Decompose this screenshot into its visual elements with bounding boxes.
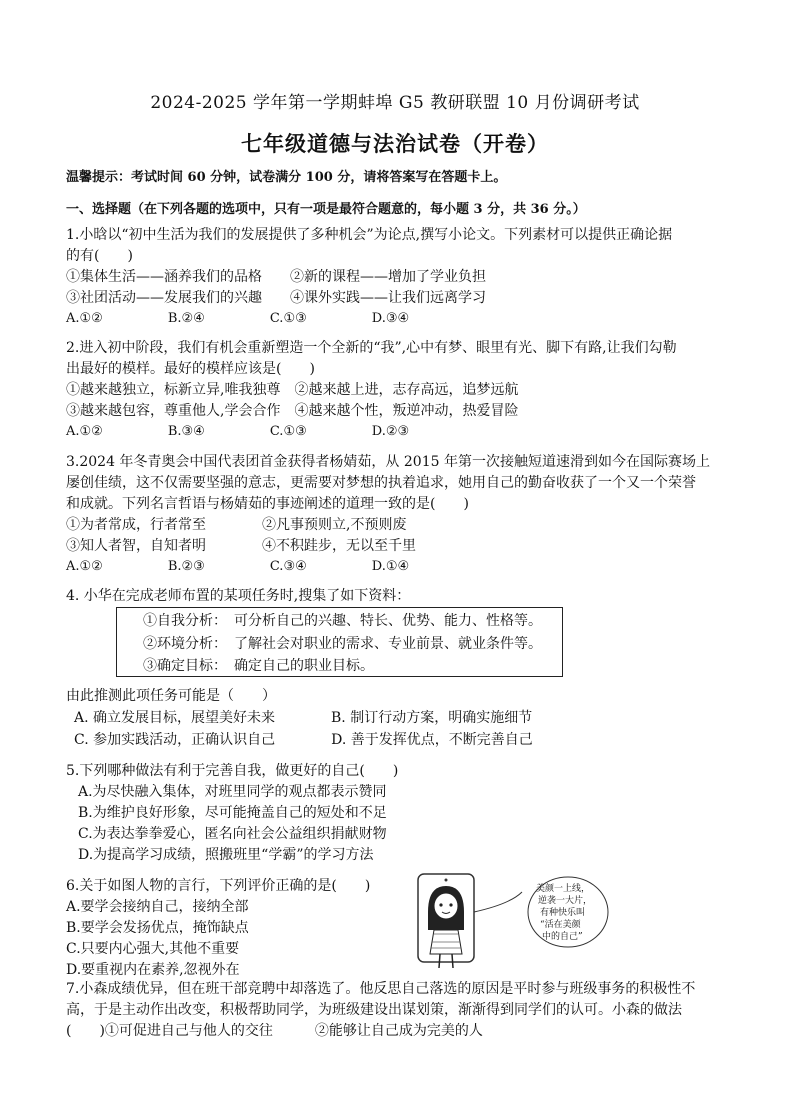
q4-options-ab: A. 确立发展目标，展望美好未来 B. 制订行动方案，明确实施细节	[74, 710, 533, 726]
q6-stem: 6.关于如图人物的言行，下列评价正确的是( )	[66, 878, 371, 894]
q5-option-b: B.为维护良好形象，尽可能掩盖自己的短处和不足	[78, 805, 387, 821]
exam-title: 2024-2025 学年第一学期蚌埠 G5 教研联盟 10 月份调研考试	[150, 93, 640, 113]
q4-material-1: ①自我分析： 可分析自己的兴趣、特长、优势、能力、性格等。	[143, 613, 542, 629]
q4-material-2: ②环境分析： 了解社会对职业的需求、专业前景、就业条件等。	[143, 636, 542, 652]
q1-options-1: ①集体生活——涵养我们的品格 ②新的课程——增加了学业负担	[66, 269, 486, 285]
q5-option-c: C.为表达拳拳爱心，匿名向社会公益组织捐献财物	[78, 826, 387, 842]
bubble-line-3: 有种快乐叫	[540, 908, 586, 918]
bubble-line-4: “活在美颜	[540, 920, 581, 930]
q2-options-2: ③越来越包容，尊重他人,学会合作 ④越来越个性，叛逆冲动，热爱冒险	[66, 403, 519, 419]
q6-option-c: C.只要内心强大,其他不重要	[66, 941, 240, 957]
q5-option-d: D.为提高学习成绩，照搬班里“学霸”的学习方法	[78, 847, 374, 863]
q1-stem-line2: 的有( )	[66, 248, 133, 264]
q5-option-a: A.为尽快融入集体，对班里同学的观点都表示赞同	[78, 784, 387, 800]
q1-options-2: ③社团活动——发展我们的兴趣 ④课外实践——让我们远离学习	[66, 290, 486, 306]
q2-choices: A.①② B.③④ C.①③ D.②③	[66, 424, 410, 439]
q7-stem-line1: 7.小森成绩优异，但在班干部竞聘中却落选了。他反思自己落选的原因是平时参与班级事务的积极性不	[66, 981, 696, 997]
q3-stem-line1: 3.2024 年冬青奥会中国代表团首金获得者杨婧茹，从 2015 年第一次接触短道速滑到如今在国际赛场上	[66, 454, 710, 470]
q6-option-b: B.要学会发扬优点，掩饰缺点	[66, 920, 249, 936]
q4-options-cd: C. 参加实践活动，正确认识自己 D. 善于发挥优点，不断完善自己	[74, 732, 533, 748]
q1-stem-line1: 1.小晗以“初中生活为我们的发展提供了多种机会”为论点,撰写小论文。下列素材可以提供正确论据	[66, 227, 673, 243]
bubble-line-1: 美颜一上线，	[536, 884, 591, 894]
q4-material-3: ③确定目标： 确定自己的职业目标。	[143, 658, 374, 674]
q3-options-2: ③知人者智，自知者明 ④不积跬步，无以至千里	[66, 538, 416, 554]
q5-stem: 5.下列哪种做法有利于完善自我，做更好的自己( )	[66, 763, 399, 779]
paper-title: 七年级道德与法治试卷（开卷）	[241, 131, 549, 156]
q3-options-1: ①为者常成，行者常至 ②凡事预则立,不预则废	[66, 517, 407, 533]
q6-option-d: D.要重视内在素养,忽视外在	[66, 962, 240, 978]
q7-stem-line3: ( )①可促进自己与他人的交往 ②能够让自己成为完美的人	[66, 1023, 483, 1039]
q2-stem-line2: 出最好的模样。最好的模样应该是( )	[66, 361, 315, 377]
section-heading: 一、选择题（在下列各题的选项中，只有一项是最符合题意的，每小题 3 分，共 36 分。）	[66, 202, 586, 217]
q3-choices: A.①② B.②③ C.③④ D.①④	[66, 559, 410, 574]
q2-stem-line1: 2.进入初中阶段，我们有机会重新塑造一个全新的“我”,心中有梦、眼里有光、脚下有路,让我们勾勒	[66, 340, 677, 356]
q4-stem-line2: 由此推测此项任务可能是（ ）	[66, 688, 276, 704]
selfie-girl-illustration	[410, 872, 530, 972]
bubble-line-5: 中的自己”	[542, 932, 583, 942]
q7-stem-line2: 高，于是主动作出改变，积极帮助同学，为班级建设出谋划策，渐渐得到同学们的认可。小森的做法	[66, 1002, 682, 1018]
q3-stem-line3: 和成就。下列名言哲语与杨婧茹的事迹阐述的道理一致的是( )	[66, 496, 469, 512]
q6-option-a: A.要学会接纳自己，接纳全部	[66, 899, 249, 915]
q4-stem-line1: 4. 小华在完成老师布置的某项任务时,搜集了如下资料：	[66, 588, 411, 604]
bubble-line-2: 逆袭一大片，	[538, 896, 593, 906]
q1-choices: A.①② B.②④ C.①③ D.③④	[66, 311, 410, 326]
q3-stem-line2: 屡创佳绩，这不仅需要坚强的意志，更需要对梦想的执着追求，她用自己的勤奋收获了一个又一个荣誉	[66, 475, 696, 491]
exam-tip: 温馨提示：考试时间 60 分钟，试卷满分 100 分，请将答案写在答题卡上。	[66, 170, 507, 185]
q2-options-1: ①越来越独立，标新立异,唯我独尊 ②越来越上进，志存高远，追梦远航	[66, 382, 519, 398]
